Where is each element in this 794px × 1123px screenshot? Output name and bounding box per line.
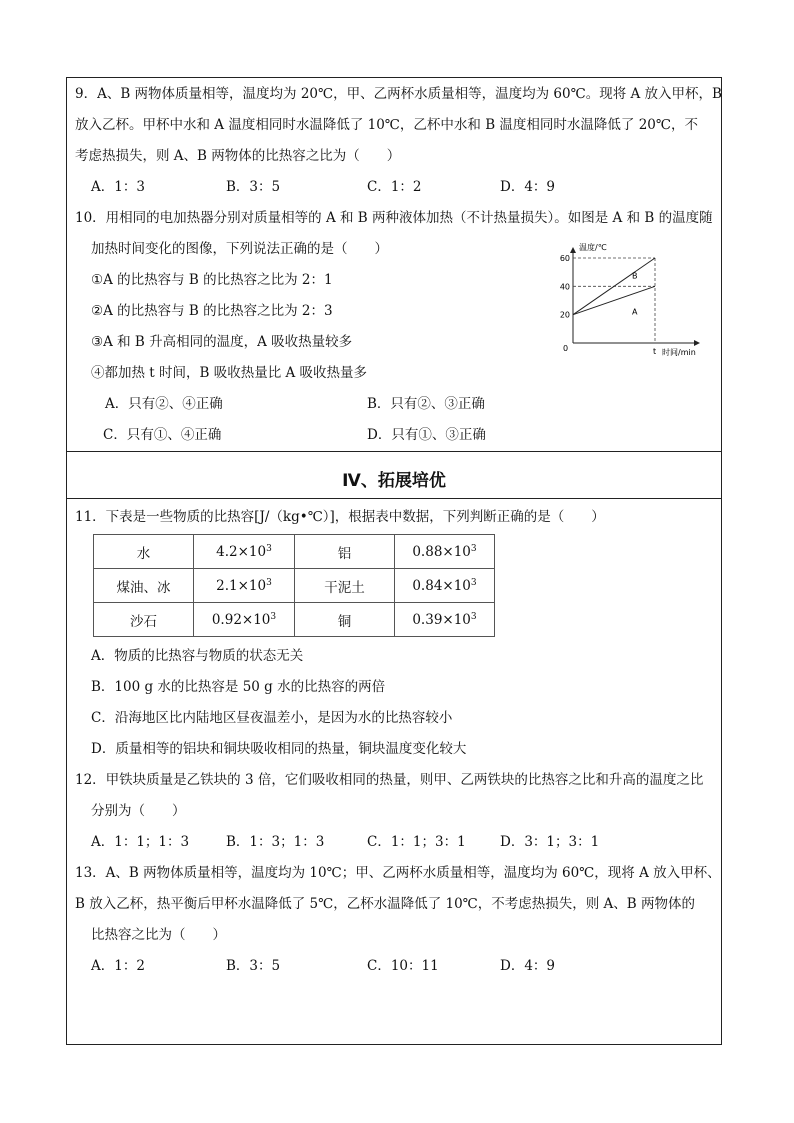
table-cell-text: 沙石 (130, 613, 157, 630)
q13-option-a[interactable]: A．1：2 (91, 958, 145, 974)
q13-option-b[interactable]: B．3：5 (226, 958, 281, 974)
table-cell-text: 铜 (337, 613, 352, 630)
table-substance-cell (94, 603, 194, 637)
table-cell-text: 0.88×10 (412, 543, 471, 560)
table-cell-exponent: 3 (470, 543, 477, 554)
table-value-cell (395, 535, 495, 569)
temperature-time-chart (559, 238, 709, 363)
q13-line-3: 比热容之比为（ ） (91, 927, 226, 943)
table-cell-exponent: 3 (470, 611, 477, 622)
table-substance-cell (295, 603, 395, 637)
q11-option-b[interactable]: B．100 g 水的比热容是 50 g 水的比热容的两倍 (91, 679, 386, 695)
table-row (94, 569, 495, 603)
table-substance-cell (94, 569, 194, 603)
y-tick-label: 40 (559, 282, 570, 292)
specific-heat-table (93, 534, 495, 637)
table-cell-text: 0.84×10 (412, 577, 471, 594)
series-label-b: B (632, 271, 638, 281)
q13-line-2: B 放入乙杯，热平衡后甲杯水温降低了 5℃，乙杯水温降低了 10℃，不考虑热损失，则 A、B 两物体的 (75, 896, 696, 912)
q10-statement-4: ④都加热 t 时间，B 吸收热量比 A 吸收热量多 (91, 365, 368, 381)
y-tick-label: 60 (559, 254, 570, 263)
section-divider-top (67, 451, 721, 452)
q11-option-d[interactable]: D．质量相等的铝块和铜块吸收相同的热量，铜块温度变化较大 (91, 741, 467, 757)
table-substance-cell (295, 569, 395, 603)
table-cell-text: 煤油、冰 (116, 579, 171, 596)
q9-line-2: 放入乙杯。甲杯中水和 A 温度相同时水温降低了 10℃，乙杯中水和 B 温度相同时水温降低了 20℃，不 (75, 117, 698, 133)
series-label-a: A (632, 307, 638, 317)
table-substance-cell (295, 535, 395, 569)
q10-line-2: 加热时间变化的图像，下列说法正确的是（ ） (91, 241, 388, 257)
q10-option-d[interactable]: D．只有①、③正确 (367, 427, 486, 443)
q12-option-d[interactable]: D．3：1；3：1 (500, 834, 600, 850)
q13-line-1: 13．A、B 两物体质量相等，温度均为 10℃；甲、乙两杯水质量相等，温度均为 60℃，现将 A 放入甲杯、 (75, 865, 721, 881)
table-cell-text: 4.2×10 (216, 543, 267, 560)
y-tick-label: 20 (559, 310, 570, 320)
q10-statement-3: ③A 和 B 升高相同的温度，A 吸收热量较多 (91, 334, 353, 350)
q12-option-a[interactable]: A．1：1；1：3 (91, 834, 190, 850)
table-value-cell (395, 569, 495, 603)
table-row (94, 603, 495, 637)
table-value-cell (194, 535, 295, 569)
q11-option-c[interactable]: C．沿海地区比内陆地区昼夜温差小，是因为水的比热容较小 (91, 710, 453, 726)
table-value-cell (395, 603, 495, 637)
worksheet-frame (66, 77, 722, 1045)
section-divider-bottom (67, 498, 721, 499)
table-row (94, 535, 495, 569)
x-tick-label: t (653, 347, 657, 356)
q13-option-c[interactable]: C．10：11 (367, 958, 439, 974)
section-title: Ⅳ、拓展培优 (342, 471, 446, 491)
table-cell-text: 2.1×10 (216, 577, 267, 594)
q12-line-1: 12．甲铁块质量是乙铁块的 3 倍，它们吸收相同的热量，则甲、乙两铁块的比热容之比和升高的温度之比 (75, 772, 704, 788)
q13-option-d[interactable]: D．4：9 (500, 958, 556, 974)
series-line-a (573, 286, 655, 314)
q10-line-1: 10．用相同的电加热器分别对质量相等的 A 和 B 两种液体加热（不计热量损失）。如图是 A 和 B 的温度随 (75, 210, 713, 226)
q12-option-c[interactable]: C．1：1；3：1 (367, 834, 466, 850)
q9-option-c[interactable]: C．1：2 (367, 179, 422, 195)
q9-option-d[interactable]: D．4：9 (500, 179, 556, 195)
table-cell-exponent: 3 (470, 577, 477, 588)
table-value-cell (194, 569, 295, 603)
x-axis-label: 时间/min (662, 348, 696, 357)
table-cell-exponent: 3 (266, 577, 272, 588)
q11-line-1: 11．下表是一些物质的比热容[J/（kg•℃）]，根据表中数据，下列判断正确的是（ ） (75, 509, 605, 525)
q9-line-1: 9．A、B 两物体质量相等，温度均为 20℃，甲、乙两杯水质量相等，温度均为 60℃。现将 A 放入甲杯，B (75, 86, 722, 102)
y-axis-label: 温度/℃ (579, 243, 607, 252)
table-substance-cell (94, 535, 194, 569)
origin-label: 0 (563, 344, 569, 353)
table-cell-text: 0.39×10 (412, 611, 471, 628)
table-cell-text: 0.92×10 (211, 611, 271, 628)
q10-option-c[interactable]: C．只有①、④正确 (103, 427, 222, 443)
q9-option-a[interactable]: A．1：3 (91, 179, 145, 195)
q10-statement-2: ②A 的比热容与 B 的比热容之比为 2：3 (91, 303, 333, 319)
table-cell-exponent: 3 (270, 611, 277, 622)
q12-option-b[interactable]: B．1：3；1：3 (226, 834, 325, 850)
q9-line-3: 考虑热损失，则 A、B 两物体的比热容之比为（ ） (75, 148, 401, 164)
table-value-cell (194, 603, 295, 637)
q10-option-a[interactable]: A．只有②、④正确 (105, 396, 223, 412)
q11-option-a[interactable]: A．物质的比热容与物质的状态无关 (91, 648, 304, 664)
table-cell-exponent: 3 (266, 543, 272, 554)
table-cell-text: 水 (136, 545, 151, 562)
q9-option-b[interactable]: B．3：5 (226, 179, 281, 195)
q12-line-2: 分别为（ ） (91, 803, 186, 819)
q10-statement-1: ①A 的比热容与 B 的比热容之比为 2：1 (91, 272, 333, 288)
q10-option-b[interactable]: B．只有②、③正确 (367, 396, 485, 412)
table-cell-text: 干泥土 (324, 579, 365, 596)
table-cell-text: 铝 (337, 545, 352, 562)
